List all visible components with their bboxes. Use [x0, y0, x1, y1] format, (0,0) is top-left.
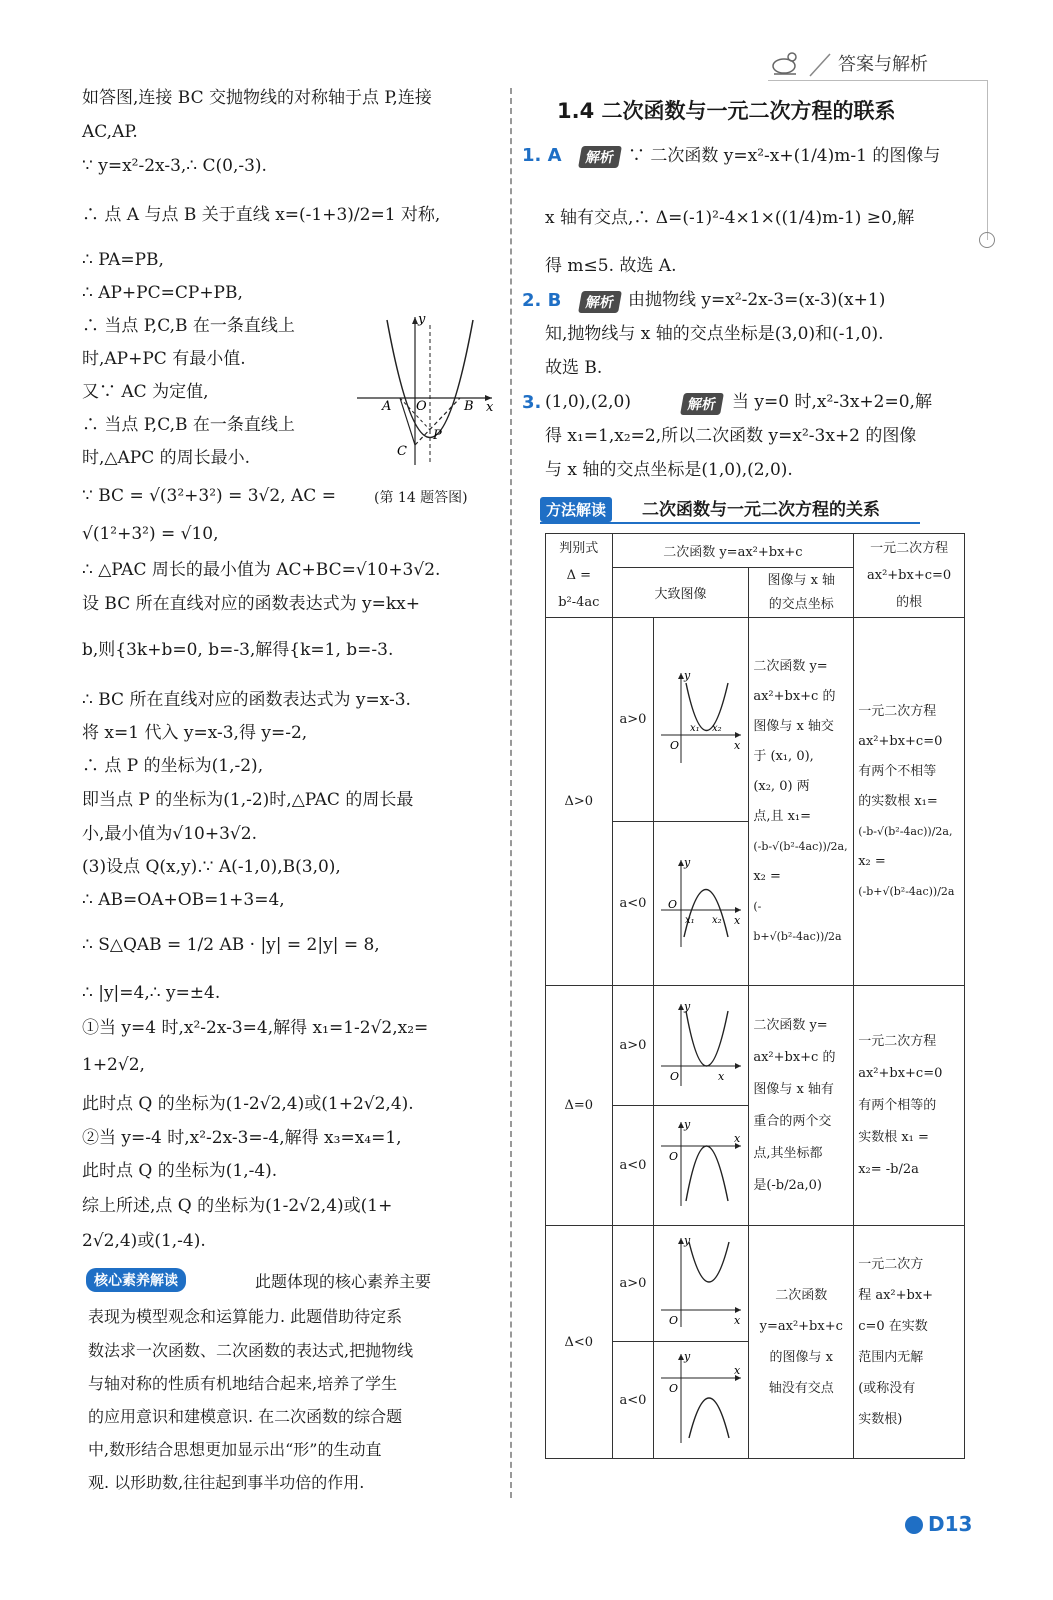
- q3-answer: (1,0),(2,0): [545, 392, 632, 412]
- left-line-1: 如答图,连接 BC 交抛物线的对称轴于点 P,连接: [82, 88, 432, 108]
- left-line-26: ①当 y=4 时,x²-2x-3=4,解得 x₁=1-2√2,x₂=: [82, 1018, 429, 1038]
- core-literacy-badge: 核心素养解读: [86, 1268, 186, 1292]
- left-line-17: ∴ BC 所在直线对应的函数表达式为 y=x-3.: [82, 690, 411, 710]
- fig-label-a: A: [382, 399, 392, 414]
- q14-figure: [352, 305, 502, 475]
- header-rule: [768, 80, 988, 81]
- row-disc-zero: Δ=0: [546, 986, 613, 1226]
- svg-text:y: y: [684, 1000, 691, 1013]
- row1-a-negative: a<0: [612, 822, 654, 986]
- row2-a-negative: a<0: [612, 1106, 654, 1226]
- svg-text:x: x: [734, 738, 741, 752]
- q2-analysis-tag: 解析: [578, 291, 622, 313]
- left-line-5: ∴ PA=PB,: [82, 250, 164, 270]
- left-line-12: ∵ BC = √(3²+3²) = 3√2, AC =: [82, 486, 336, 506]
- core-line-7: 观. 以形助数,往往起到事半功倍的作用.: [88, 1473, 365, 1492]
- row1-equation: 一元二次方程 ax²+bx+c=0 有两个不相等 的实数根 x₁= (-b-√(b²-4ac))/2a, x₂ = (-b+√(b²-4ac))/2a: [854, 618, 965, 986]
- table-header-function: 二次函数 y=ax²+bx+c: [612, 534, 854, 568]
- svg-text:x: x: [734, 1364, 741, 1377]
- svg-text:x: x: [734, 913, 741, 927]
- svg-text:O: O: [670, 1070, 680, 1083]
- left-line-13: √(1²+3²) = √10,: [82, 524, 219, 544]
- svg-text:x: x: [734, 1132, 741, 1145]
- row2-a-positive: a>0: [612, 986, 654, 1106]
- svg-text:x₁: x₁: [685, 914, 695, 926]
- svg-text:y: y: [684, 855, 691, 869]
- table-header-discriminant: 判别式 Δ = b²-4ac: [546, 534, 613, 618]
- row3-a-negative: a<0: [612, 1342, 654, 1459]
- fig-label-y: y: [418, 312, 426, 327]
- row1-a-positive: a>0: [612, 618, 654, 822]
- relationship-table: [545, 533, 965, 1459]
- core-line-5: 的应用意识和建模意识. 在二次函数的综合题: [88, 1407, 403, 1426]
- left-line-8: 时,AP+PC 有最小值.: [82, 349, 246, 369]
- row-disc-positive: Δ>0: [546, 618, 613, 986]
- header-slash: [808, 52, 832, 83]
- svg-text:x₂: x₂: [712, 722, 722, 734]
- left-line-15: 设 BC 所在直线对应的函数表达式为 y=kx+: [82, 594, 421, 614]
- row3-graph-down: [654, 1342, 749, 1459]
- header-title: 答案与解析: [838, 54, 928, 75]
- core-line-3: 数法求一次函数、二次函数的表达式,把抛物线: [88, 1341, 414, 1360]
- row2-graph-down: [654, 1106, 749, 1226]
- table-header-intersection: 图像与 x 轴 的交点坐标: [749, 568, 854, 618]
- row2-graph-up: [654, 986, 749, 1106]
- row1-graph-down: [654, 822, 749, 986]
- left-line-2: AC,AP.: [82, 122, 138, 142]
- svg-text:y: y: [684, 1233, 691, 1247]
- left-line-32: 2√2,4)或(1,-4).: [82, 1231, 206, 1251]
- page-number: D13: [928, 1512, 973, 1536]
- core-line-4: 与轴对称的性质有机地结合起来,培养了学生: [88, 1374, 398, 1393]
- svg-text:y: y: [684, 1118, 691, 1131]
- fig-label-p: P: [433, 428, 442, 443]
- fig-label-c: C: [397, 444, 407, 459]
- header-icon: [770, 50, 804, 83]
- row3-a-positive: a>0: [612, 1226, 654, 1342]
- left-line-25: ∴ |y|=4,∴ y=±4.: [82, 983, 221, 1003]
- svg-text:x₂: x₂: [712, 914, 722, 926]
- q3-line-3: 与 x 轴的交点坐标是(1,0),(2,0).: [545, 460, 793, 480]
- core-line-1: 此题体现的核心素养主要: [255, 1272, 432, 1291]
- left-line-14: ∴ △PAC 周长的最小值为 AC+BC=√10+3√2.: [82, 560, 441, 580]
- left-line-9: 又∵ AC 为定值,: [82, 382, 209, 402]
- left-line-30: 此时点 Q 的坐标为(1,-4).: [82, 1161, 278, 1181]
- q3-line-2: 得 x₁=1,x₂=2,所以二次函数 y=x²-3x+2 的图像: [545, 426, 917, 446]
- page-number-dot: [905, 1516, 923, 1534]
- q3-line-1: 当 y=0 时,x²-3x+2=0,解: [732, 392, 932, 412]
- left-line-16: b,则{3k+b=0, b=-3,解得{k=1, b=-3.: [82, 640, 394, 660]
- left-line-7: ∴ 当点 P,C,B 在一条直线上: [82, 316, 295, 336]
- q1-analysis-tag: 解析: [578, 146, 622, 168]
- left-line-6: ∴ AP+PC=CP+PB,: [82, 283, 243, 303]
- left-line-10: ∴ 当点 P,C,B 在一条直线上: [82, 415, 295, 435]
- svg-text:O: O: [670, 738, 680, 752]
- row1-intersection: 二次函数 y= ax²+bx+c 的 图像与 x 轴交 于 (x₁, 0), (x₂, 0) 两 点,且 x₁= (-b-√(b²-4ac))/2a, x₂ = (-b+√(b²-4ac))/2a: [749, 618, 854, 986]
- q3-number: 3.: [522, 392, 542, 413]
- row3-graph-up: [654, 1226, 749, 1342]
- svg-text:O: O: [669, 1382, 679, 1395]
- left-line-28: 此时点 Q 的坐标为(1-2√2,4)或(1+2√2,4).: [82, 1094, 414, 1114]
- figure-caption: (第 14 题答图): [374, 490, 468, 506]
- left-line-18: 将 x=1 代入 y=x-3,得 y=-2,: [82, 723, 308, 743]
- left-line-31: 综上所述,点 Q 的坐标为(1-2√2,4)或(1+: [82, 1196, 393, 1216]
- q1-line-1: ∵ 二次函数 y=x²-x+(1/4)m-1 的图像与: [628, 146, 941, 166]
- method-underline: [540, 522, 920, 524]
- row2-equation: 一元二次方程 ax²+bx+c=0 有两个相等的 实数根 x₁ = x₂= -b/2a: [854, 986, 965, 1226]
- svg-text:O: O: [669, 1150, 679, 1163]
- table-header-equation: 一元二次方程 ax²+bx+c=0 的根: [854, 534, 965, 618]
- row1-graph-up: [654, 618, 749, 822]
- q1-number: 1. A: [522, 145, 562, 166]
- left-line-4: ∴ 点 A 与点 B 关于直线 x=(-1+3)/2=1 对称,: [82, 205, 441, 225]
- q1-line-2: x 轴有交点,∴ Δ=(-1)²-4×1×((1/4)m-1) ≥0,解: [545, 208, 915, 228]
- method-title: 二次函数与一元二次方程的关系: [642, 500, 880, 520]
- left-line-23: ∴ AB=OA+OB=1+3=4,: [82, 890, 285, 910]
- section-title: 1.4 二次函数与一元二次方程的联系: [557, 99, 896, 123]
- svg-text:y: y: [684, 668, 691, 682]
- left-line-19: ∴ 点 P 的坐标为(1,-2),: [82, 756, 264, 776]
- fig-label-o: O: [416, 399, 427, 414]
- q2-line-2: 知,抛物线与 x 轴的交点坐标是(3,0)和(-1,0).: [545, 324, 884, 344]
- q1-line-3: 得 m≤5. 故选 A.: [545, 256, 677, 276]
- svg-text:O: O: [668, 897, 678, 911]
- row3-intersection: 二次函数 y=ax²+bx+c 的图像与 x 轴没有交点: [749, 1226, 854, 1459]
- svg-text:y: y: [684, 1350, 691, 1363]
- q2-line-3: 故选 B.: [545, 358, 603, 378]
- svg-text:x: x: [718, 1070, 725, 1083]
- svg-text:x: x: [734, 1313, 741, 1327]
- row-disc-negative: Δ<0: [546, 1226, 613, 1459]
- svg-text:x₁: x₁: [690, 722, 700, 734]
- left-line-3: ∵ y=x²-2x-3,∴ C(0,-3).: [82, 156, 267, 176]
- fig-label-x: x: [486, 400, 494, 415]
- core-line-2: 表现为模型观念和运算能力. 此题借助待定系: [88, 1307, 403, 1326]
- q2-line-1: 由抛物线 y=x²-2x-3=(x-3)(x+1): [628, 290, 886, 310]
- margin-ring-icon: [979, 232, 995, 248]
- margin-rule: [987, 80, 988, 240]
- left-line-11: 时,△APC 的周长最小.: [82, 448, 251, 468]
- svg-text:O: O: [669, 1313, 679, 1327]
- table-header-graph: 大致图像: [612, 568, 749, 618]
- left-line-20: 即当点 P 的坐标为(1,-2)时,△PAC 的周长最: [82, 790, 414, 810]
- fig-label-b: B: [464, 399, 474, 414]
- left-line-27: 1+2√2,: [82, 1055, 145, 1075]
- left-line-22: (3)设点 Q(x,y).∵ A(-1,0),B(3,0),: [82, 857, 341, 877]
- row3-equation: 一元二次方 程 ax²+bx+ c=0 在实数 范围内无解 (或称没有 实数根): [854, 1226, 965, 1459]
- column-divider: [510, 88, 512, 1498]
- q2-number: 2. B: [522, 290, 562, 311]
- q3-analysis-tag: 解析: [680, 393, 724, 415]
- method-badge: 方法解读: [540, 497, 612, 522]
- left-line-24: ∴ S△QAB = 1/2 AB · |y| = 2|y| = 8,: [82, 935, 380, 955]
- left-line-29: ②当 y=-4 时,x²-2x-3=-4,解得 x₃=x₄=1,: [82, 1128, 402, 1148]
- left-line-21: 小,最小值为√10+3√2.: [82, 824, 257, 844]
- core-line-6: 中,数形结合思想更加显示出“形”的生动直: [88, 1440, 382, 1459]
- row2-intersection: 二次函数 y= ax²+bx+c 的 图像与 x 轴有 重合的两个交 点,其坐标都 是(-b/2a,0): [749, 986, 854, 1226]
